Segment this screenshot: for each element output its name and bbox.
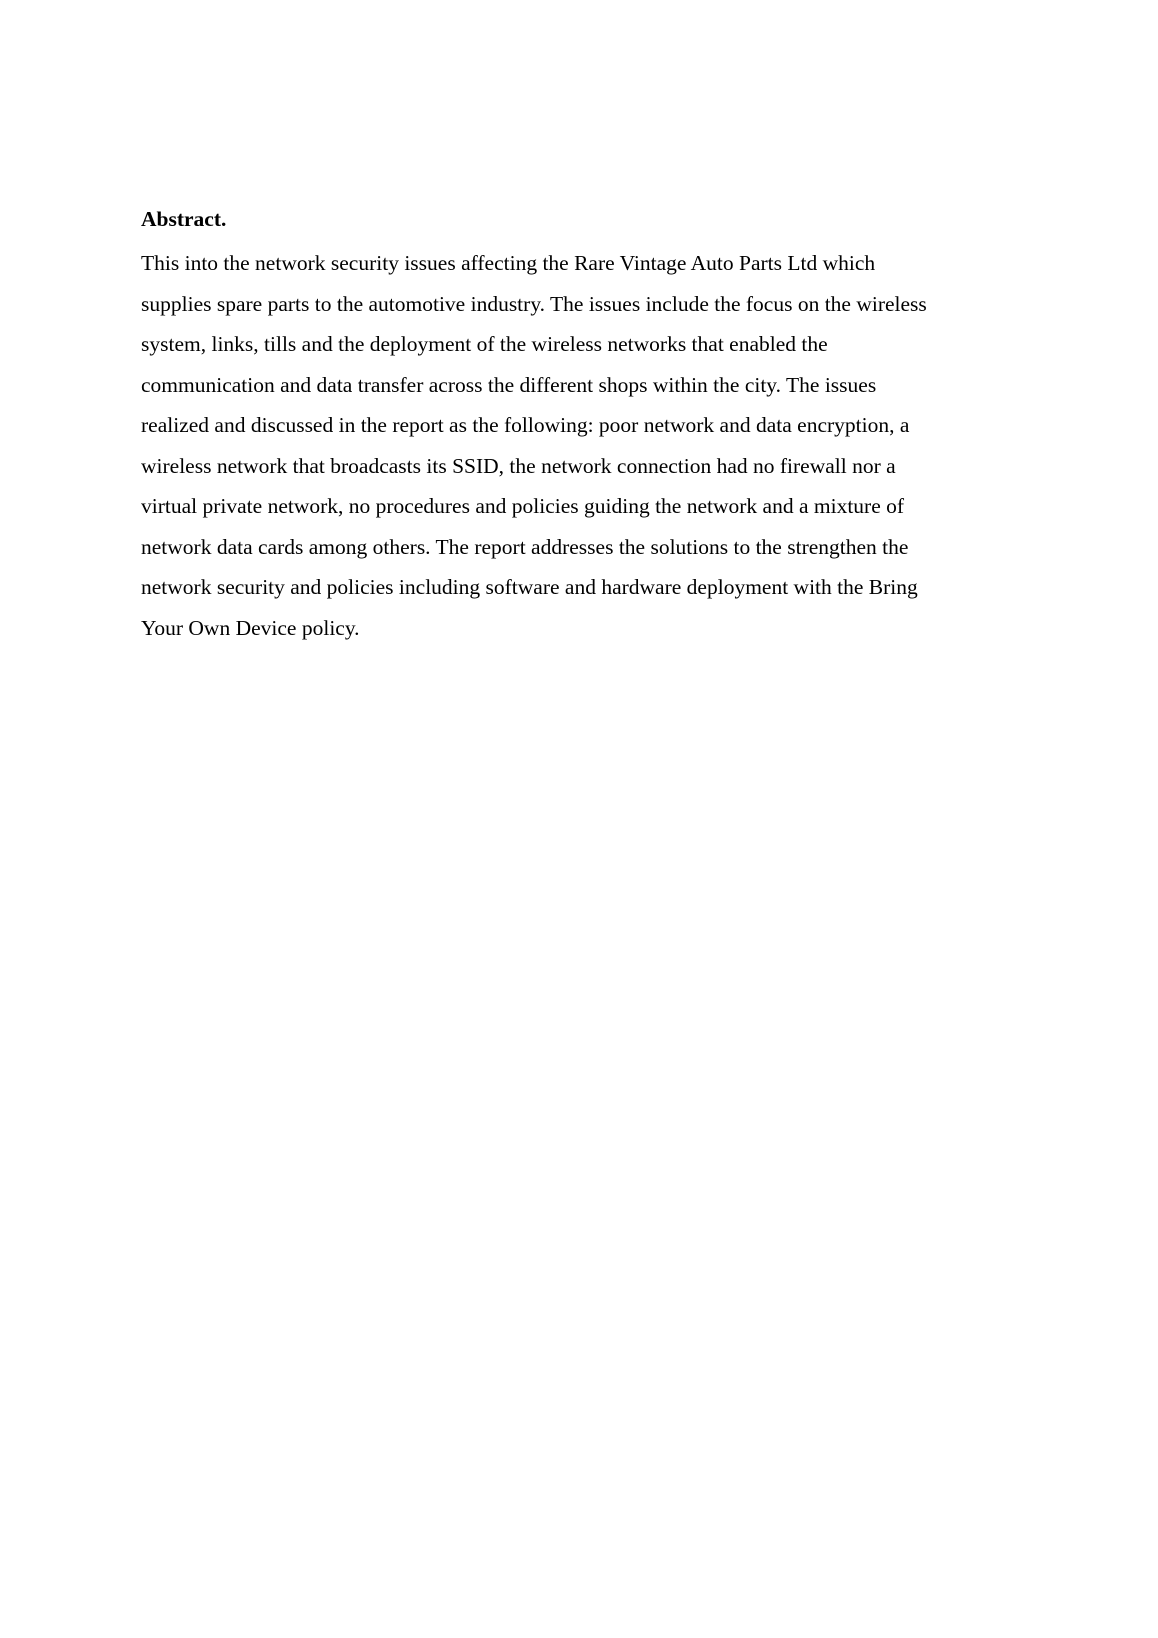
abstract-body [141, 243, 1021, 648]
abstract-line: supplies spare parts to the automotive industry. The issues include the focus on the wireless [141, 291, 927, 316]
abstract-line: virtual private network, no procedures and policies guiding the network and a mixture of [141, 494, 905, 518]
abstract-line: communication and data transfer across the different shops within the city. The issues [141, 372, 877, 397]
abstract-line: Your Own Device policy. [141, 615, 360, 640]
abstract-line: system, links, tills and the deployment of the wireless networks that enabled the [141, 332, 828, 356]
abstract-line: wireless network that broadcasts its SSID, the network connection had no firewall nor a [141, 453, 896, 478]
abstract-line: realized and discussed in the report as the following: poor network and data encryption, a [141, 413, 910, 437]
abstract-line: network security and policies including software and hardware deployment with the Bring [141, 575, 918, 599]
abstract-section [141, 203, 1021, 648]
abstract-line: network data cards among others. The report addresses the solutions to the strengthen the [141, 534, 909, 559]
abstract-line: This into the network security issues affecting the Rare Vintage Auto Parts Ltd which [141, 251, 876, 275]
abstract-heading: Abstract. [141, 207, 227, 231]
